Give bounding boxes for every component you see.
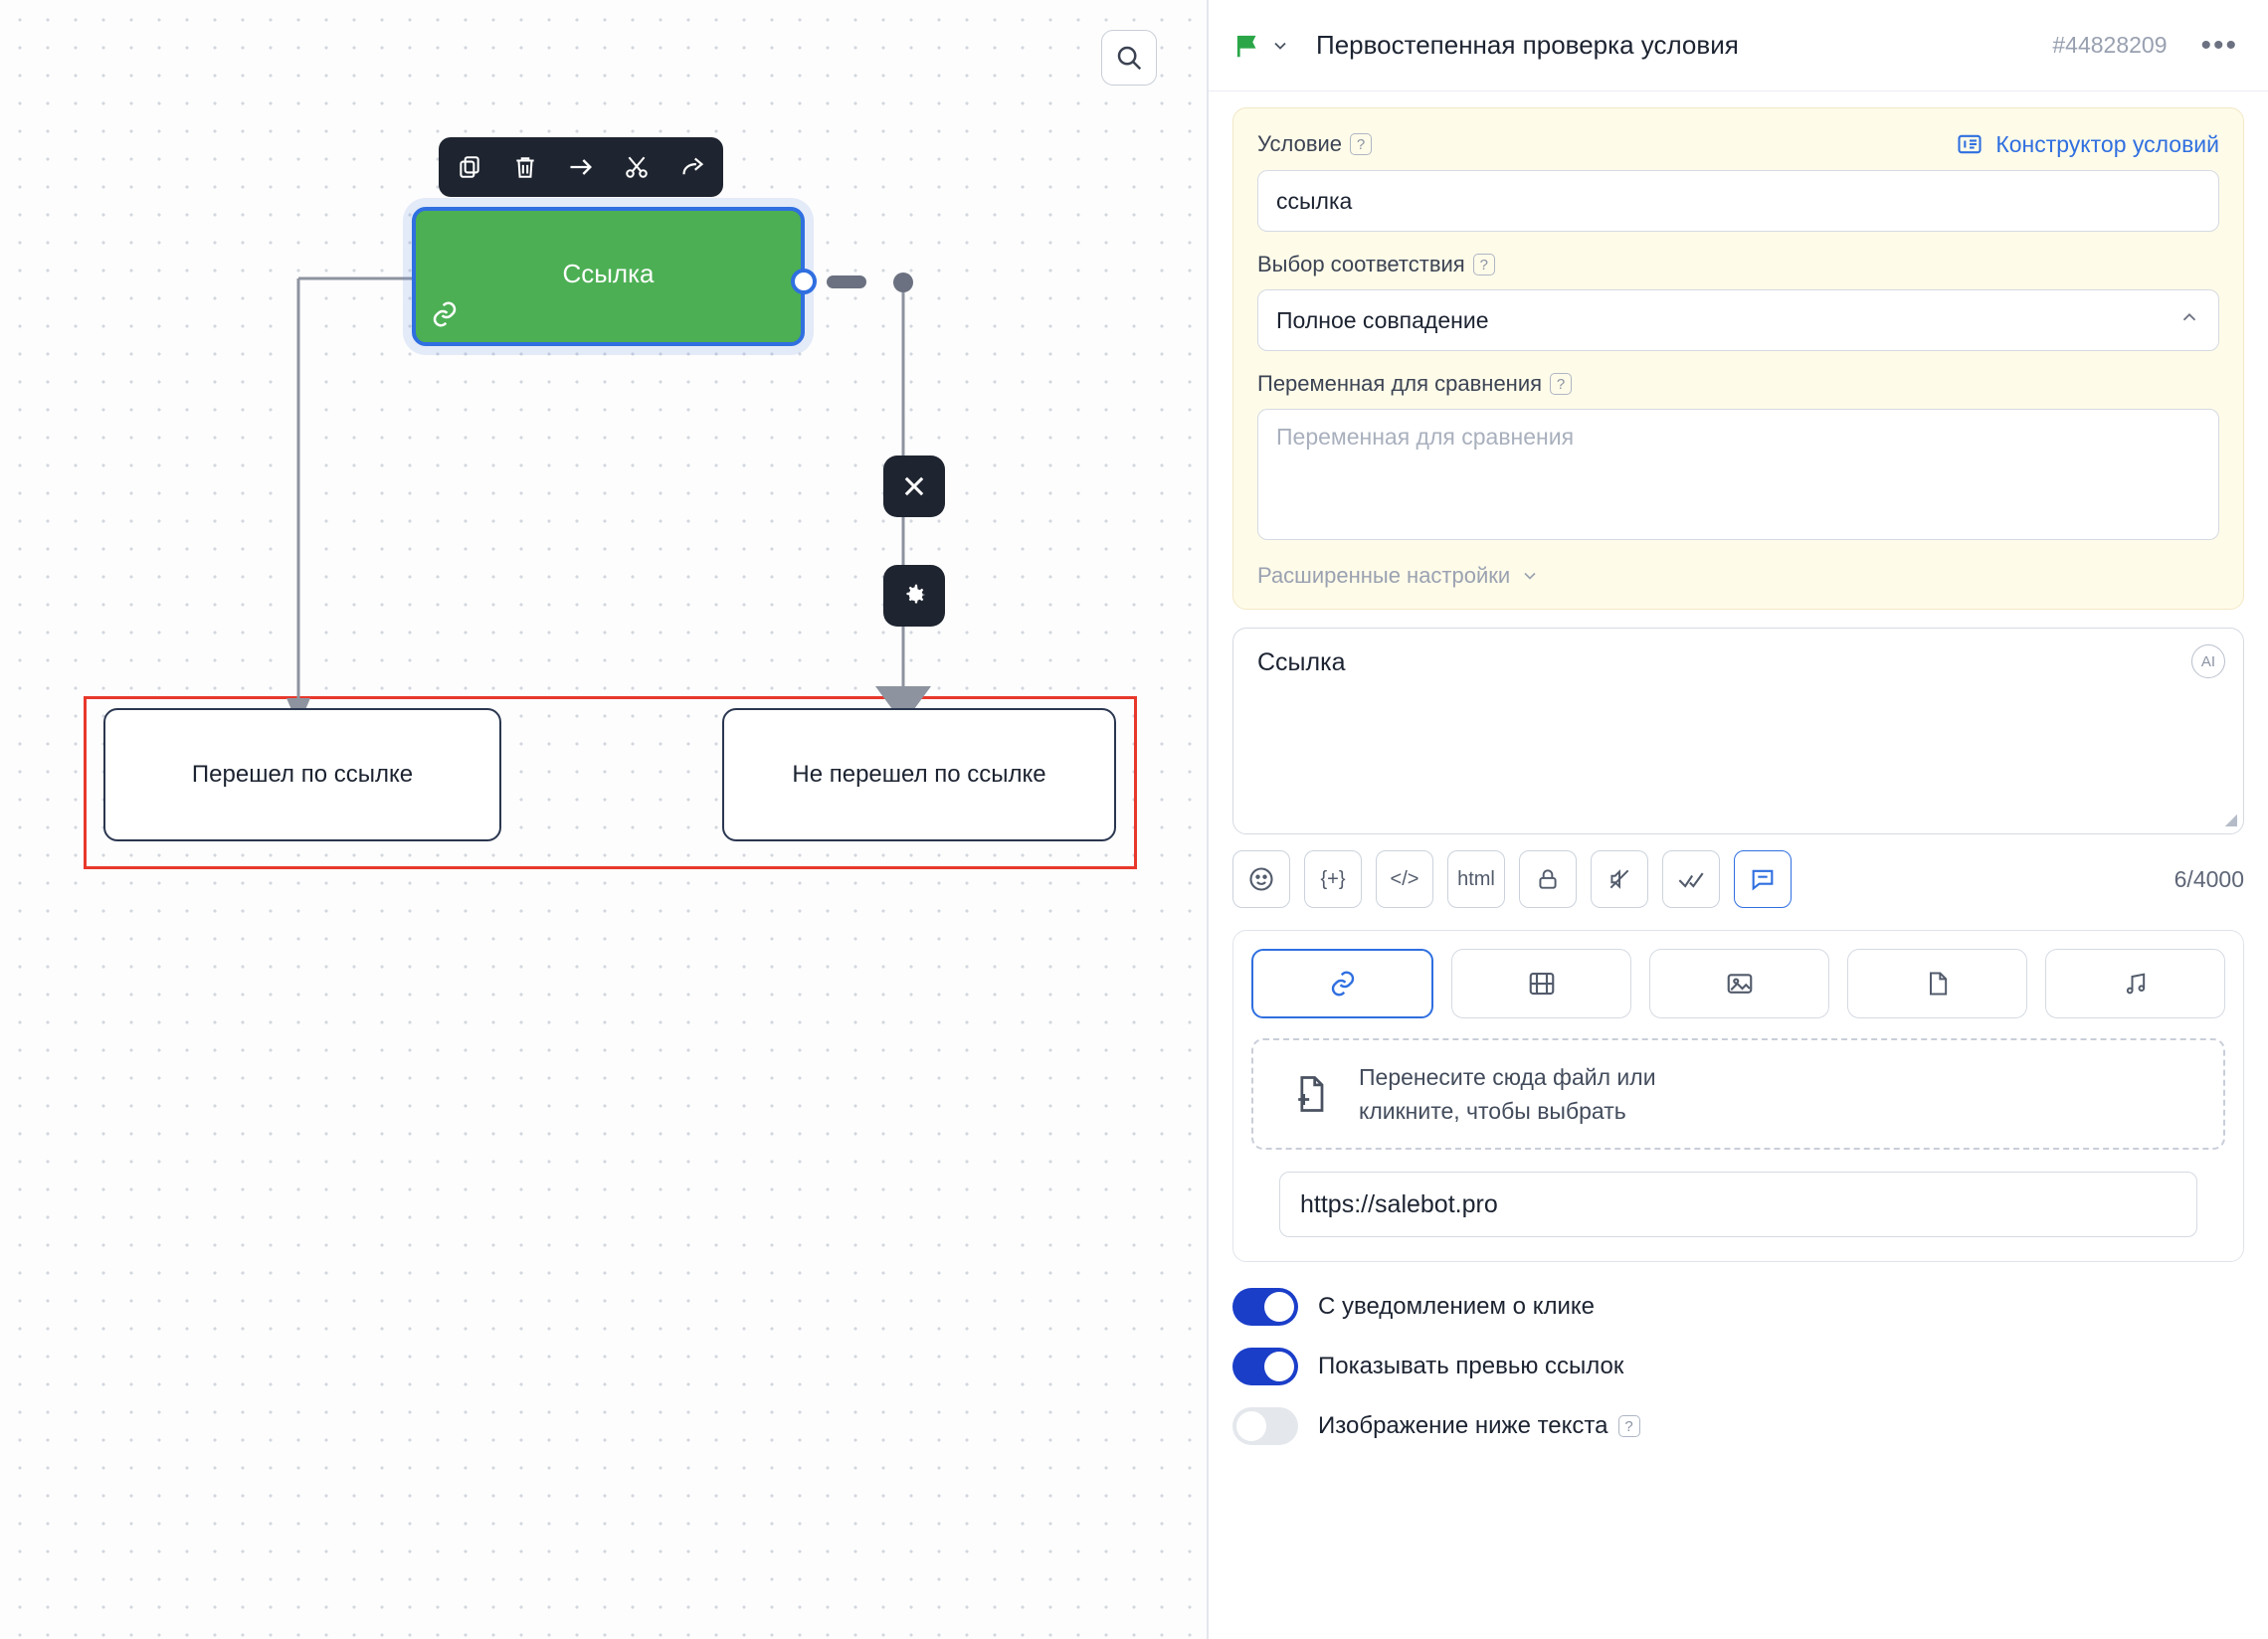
attach-tab-link[interactable] — [1251, 949, 1433, 1018]
variable-label-row — [1257, 371, 2219, 397]
message-text: Ссылка — [1257, 648, 1346, 676]
x-icon — [900, 472, 928, 500]
match-select-value: Полное совпадение — [1276, 306, 1489, 333]
attach-tab-audio[interactable] — [2045, 949, 2225, 1018]
toggle-row-click-notification — [1232, 1288, 2244, 1326]
chevron-down-icon — [1270, 36, 1290, 56]
node-not-clicked-link-label: Не перешел по ссылке — [792, 761, 1046, 788]
advanced-settings-label: Расширенные настройки — [1257, 563, 1511, 588]
node-toolbar[interactable] — [439, 137, 723, 197]
constructor-icon — [1956, 130, 1984, 158]
chevron-up-icon — [2178, 306, 2200, 334]
condition-constructor-label: Конструктор условий — [1995, 130, 2219, 157]
node-clicked-link[interactable] — [103, 708, 501, 841]
condition-card — [1232, 107, 2244, 610]
link-icon — [1328, 969, 1358, 999]
canvas-search-button[interactable] — [1101, 30, 1157, 86]
close-edge-button[interactable] — [883, 455, 945, 517]
toggle-image-below-text-label — [1318, 1412, 1640, 1440]
condition-input[interactable] — [1257, 170, 2219, 232]
match-label-row — [1257, 252, 2219, 277]
match-select[interactable] — [1257, 289, 2219, 351]
variable-textarea[interactable] — [1257, 409, 2219, 540]
double-check-icon[interactable] — [1662, 850, 1720, 908]
variable-label: {+} — [1320, 867, 1346, 890]
toggle-link-preview[interactable] — [1232, 1348, 1298, 1385]
toggle-knob — [1264, 1352, 1294, 1381]
toggle-click-notification-label: С уведомлением о клике — [1318, 1293, 1595, 1320]
file-dropzone[interactable] — [1251, 1038, 2225, 1150]
editor-toolbar — [1232, 850, 2244, 908]
delete-icon[interactable] — [508, 150, 542, 184]
page-title: Первостепенная проверка условия — [1316, 30, 1739, 60]
panel-more-button[interactable]: ••• — [2200, 28, 2238, 62]
code-icon[interactable] — [1376, 850, 1433, 908]
toggle-row-image-below-text — [1232, 1407, 2244, 1445]
cut-icon[interactable] — [620, 150, 654, 184]
dropzone-line-1: Перенесите сюда файл или — [1359, 1063, 1656, 1090]
connection-dash — [827, 275, 866, 288]
attach-tab-file[interactable] — [1847, 949, 2027, 1018]
node-link[interactable] — [412, 207, 805, 346]
share-icon[interactable] — [675, 150, 709, 184]
attachment-tabs — [1251, 949, 2225, 1018]
condition-help-icon[interactable]: ? — [1350, 133, 1372, 155]
document-icon — [1924, 970, 1952, 998]
gear-icon — [899, 581, 929, 611]
toggle-image-below-text[interactable] — [1232, 1407, 1298, 1445]
settings-edge-button[interactable] — [883, 565, 945, 627]
node-link-title: Ссылка — [562, 259, 655, 288]
toggle-image-below-text-text: Изображение ниже текста — [1318, 1412, 1608, 1439]
connection-dot[interactable] — [893, 273, 913, 292]
condition-label: Условие — [1257, 131, 1343, 156]
properties-panel — [1209, 0, 2268, 1639]
dropzone-text — [1359, 1060, 1656, 1129]
message-editor[interactable] — [1232, 628, 2244, 834]
character-counter: 6/4000 — [2174, 865, 2244, 892]
variable-help-icon[interactable]: ? — [1550, 373, 1572, 395]
attachment-url-input[interactable] — [1279, 1172, 2197, 1237]
match-help-icon[interactable]: ? — [1473, 254, 1495, 275]
toggle-knob — [1236, 1411, 1266, 1441]
emoji-icon[interactable] — [1232, 850, 1290, 908]
variable-label: Переменная для сравнения — [1257, 371, 1543, 396]
toggle-click-notification[interactable] — [1232, 1288, 1298, 1326]
node-not-clicked-link[interactable] — [722, 708, 1116, 841]
match-label: Выбор соответствия — [1257, 252, 1465, 276]
ai-badge[interactable]: AI — [2191, 644, 2225, 678]
music-icon — [2122, 970, 2150, 998]
copy-icon[interactable] — [453, 150, 486, 184]
file-plus-icon — [1289, 1072, 1333, 1116]
panel-id: #44828209 — [2052, 32, 2168, 58]
html-label: html — [1457, 867, 1495, 890]
advanced-settings-toggle[interactable] — [1257, 563, 2219, 589]
attach-tab-video[interactable] — [1451, 949, 1631, 1018]
node-clicked-link-label: Перешел по ссылке — [191, 761, 414, 788]
variable-icon[interactable] — [1304, 850, 1362, 908]
condition-constructor-link[interactable] — [1956, 130, 2219, 158]
toggle-row-link-preview — [1232, 1348, 2244, 1385]
link-icon — [430, 299, 460, 334]
lock-icon[interactable] — [1519, 850, 1577, 908]
attach-tab-image[interactable] — [1649, 949, 1829, 1018]
toggle-knob — [1264, 1292, 1294, 1322]
code-label: </> — [1390, 867, 1419, 890]
html-icon[interactable] — [1447, 850, 1505, 908]
dropzone-line-2: кликните, чтобы выбрать — [1359, 1098, 1626, 1124]
resize-handle-icon[interactable]: ◢ — [2224, 812, 2237, 828]
image-below-text-help-icon[interactable]: ? — [1618, 1415, 1640, 1437]
comment-icon[interactable] — [1734, 850, 1792, 908]
arrow-right-icon[interactable] — [564, 150, 598, 184]
flag-icon — [1232, 31, 1262, 61]
mute-icon[interactable] — [1591, 850, 1648, 908]
attachments-card — [1232, 930, 2244, 1262]
panel-body — [1209, 91, 2268, 1639]
search-icon — [1114, 43, 1144, 73]
film-icon — [1527, 969, 1557, 999]
toggle-link-preview-label: Показывать превью ссылок — [1318, 1353, 1624, 1379]
image-icon — [1725, 969, 1755, 999]
options-toggles — [1232, 1288, 2244, 1445]
panel-header — [1209, 0, 2268, 91]
chevron-down-icon — [1520, 566, 1540, 586]
flag-selector[interactable] — [1232, 31, 1290, 61]
condition-label-row — [1257, 131, 1372, 157]
node-output-port[interactable] — [791, 269, 817, 294]
